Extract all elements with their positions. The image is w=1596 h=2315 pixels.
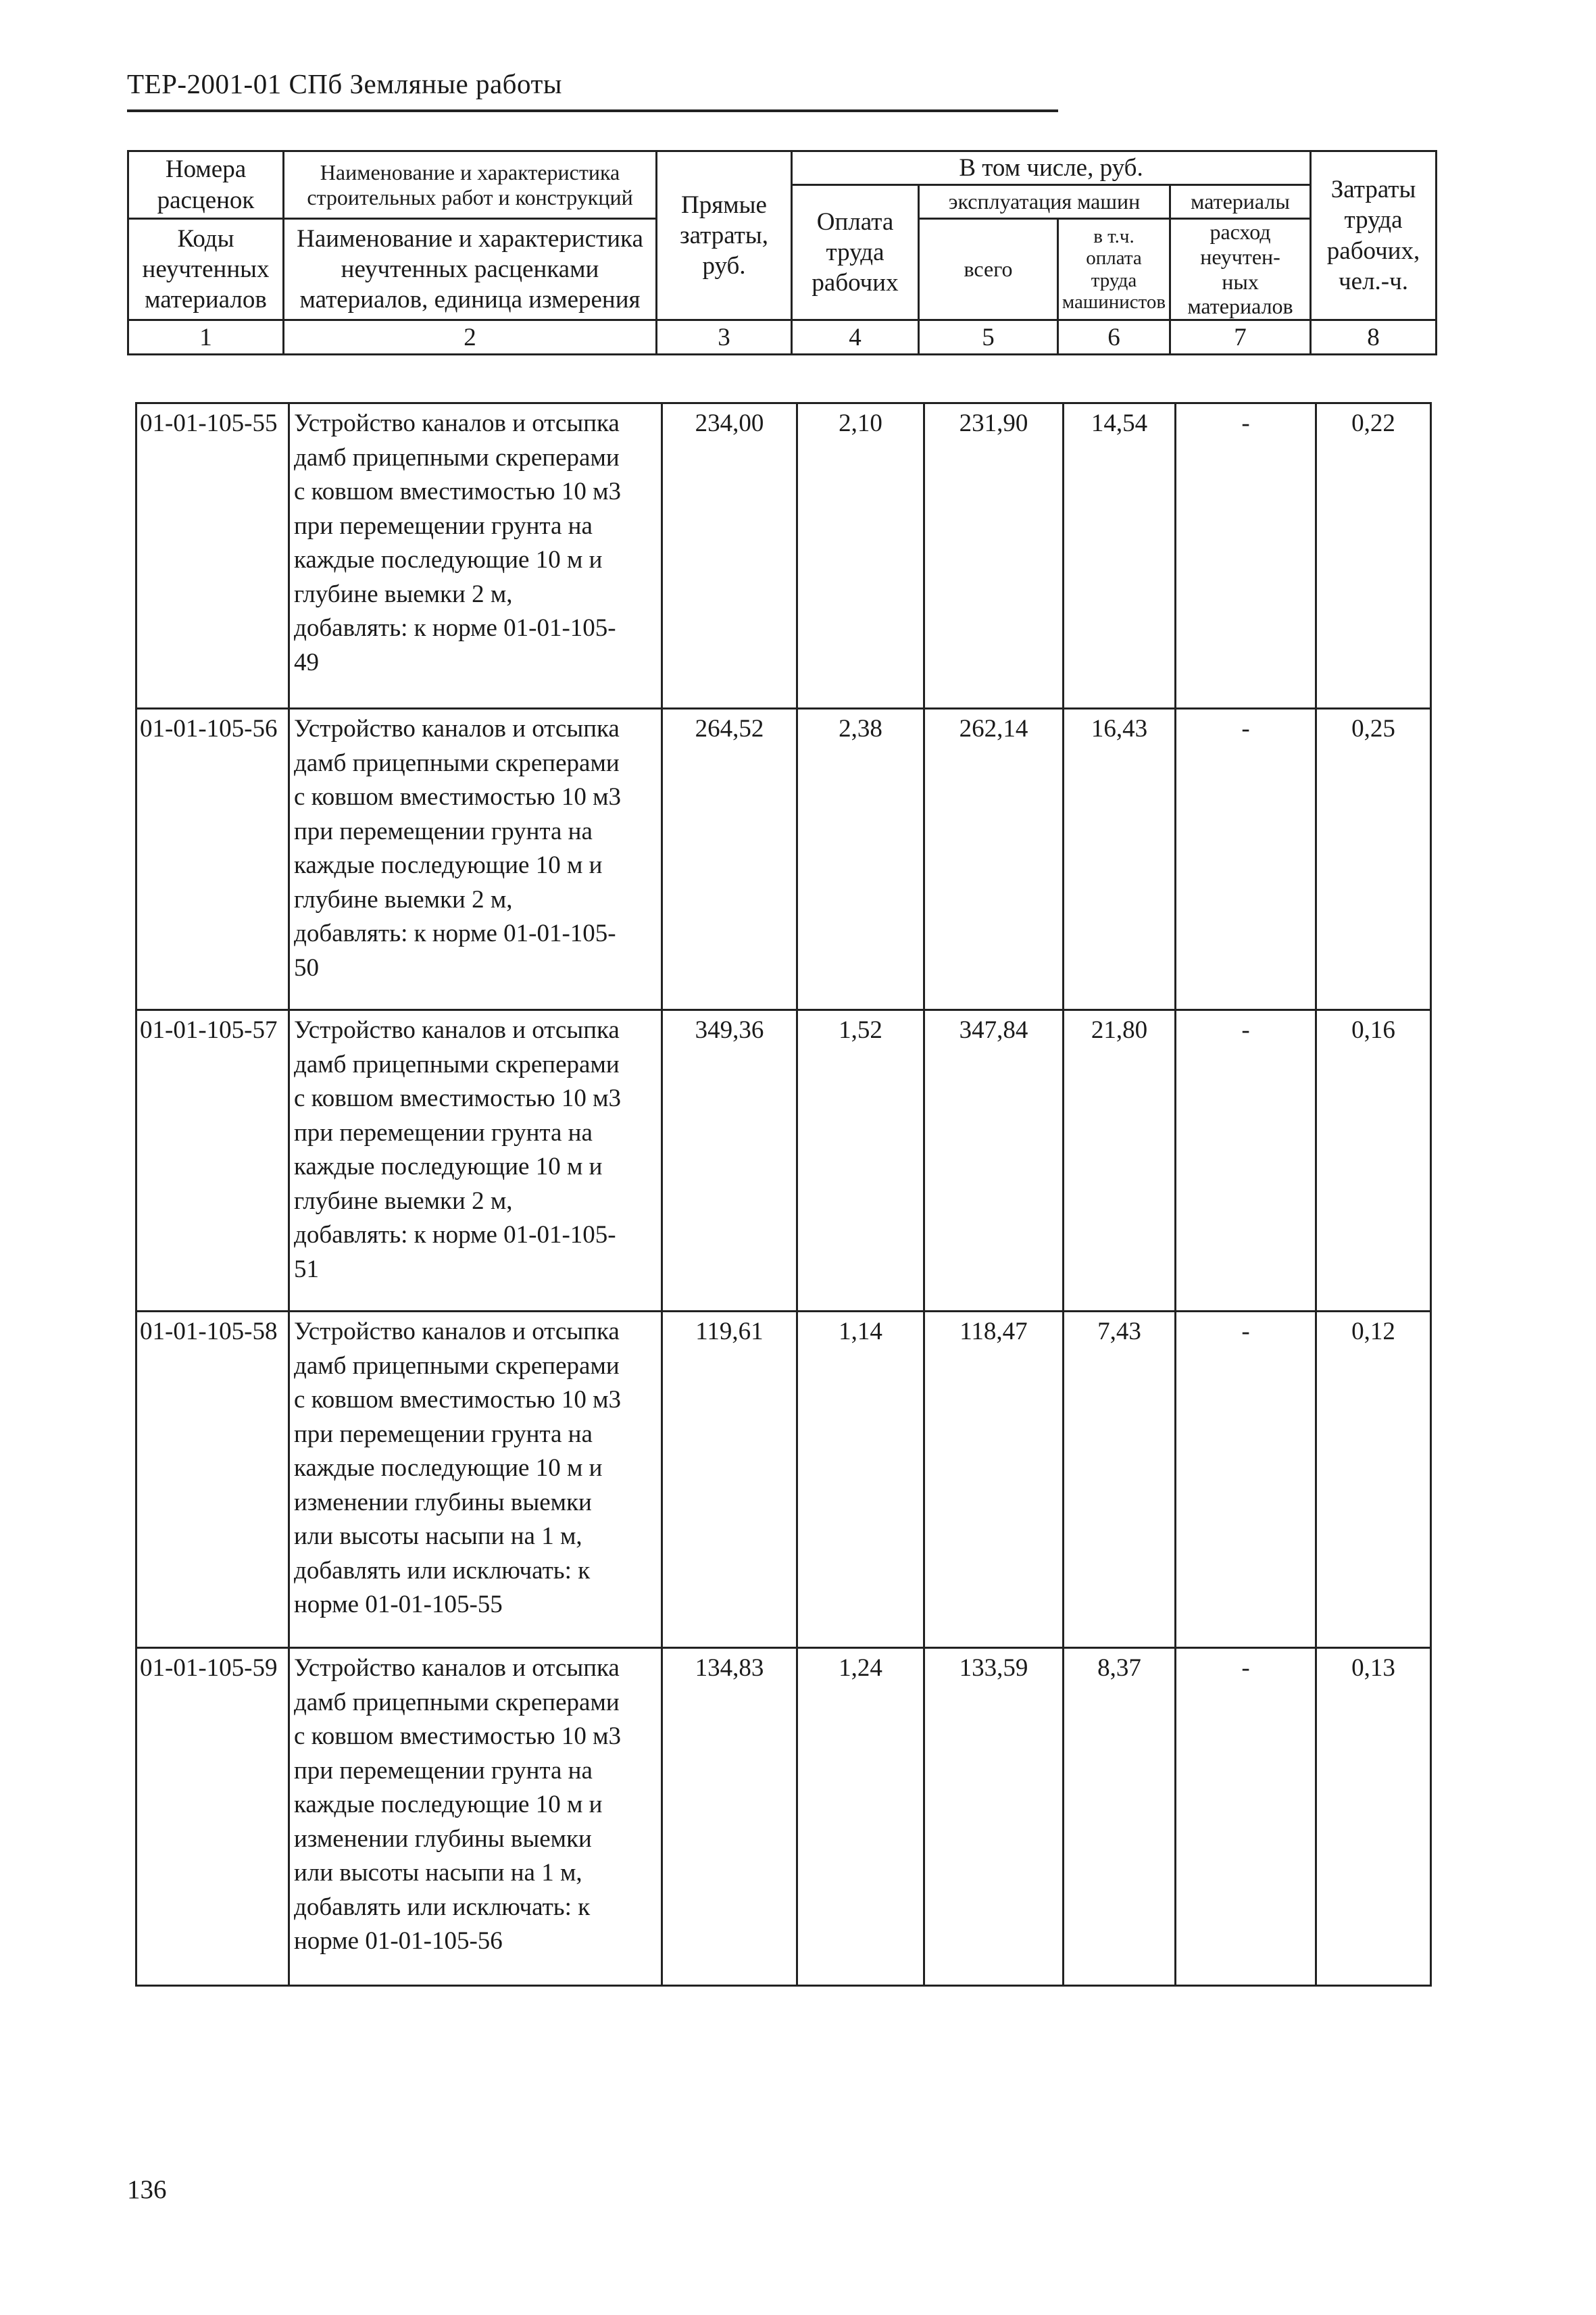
machinist-pay-value: 7,43 — [1064, 1312, 1176, 1648]
rate-code: 01-01-105-55 — [136, 403, 289, 709]
column-number: 4 — [792, 320, 919, 355]
page-number: 136 — [127, 2175, 167, 2204]
machine-total-value: 118,47 — [924, 1312, 1064, 1648]
materials-value: - — [1176, 1648, 1316, 1986]
labor-pay-value: 2,38 — [797, 709, 924, 1010]
header-machine-total: всего — [919, 219, 1058, 320]
labor-hours-value: 0,25 — [1316, 709, 1431, 1010]
header-material-codes: Коды неучтенных материалов — [128, 219, 284, 320]
header-work-name: Наименование и характеристика строительных работ и конструкций — [284, 151, 657, 219]
table-row — [136, 1010, 1431, 1312]
materials-value: - — [1176, 1010, 1316, 1312]
rate-code: 01-01-105-58 — [136, 1312, 289, 1648]
labor-pay-value: 1,52 — [797, 1010, 924, 1312]
machinist-pay-value: 14,54 — [1064, 403, 1176, 709]
table-row — [136, 403, 1431, 709]
header-rule — [127, 109, 1058, 112]
header-direct-costs: Прямые затраты, руб. — [657, 151, 792, 320]
work-description: Устройство каналов и отсыпка дамб прицепными скреперами с ковшом вместимостью 10 м3 при перемещении грунта на каждые последующие 10 м и изменении глубины выемки или высоты насыпи на 1 м, добавлять или исключать: к норме 01-01-105-55 — [289, 1312, 662, 1648]
header-material-name: Наименование и характеристика неучтенных расценками материалов, единица измерения — [284, 219, 657, 320]
work-description: Устройство каналов и отсыпка дамб прицепными скреперами с ковшом вместимостью 10 м3 при перемещении грунта на каждые последующие 10 м и глубине выемки 2 м, добавлять: к норме 01-01-105- 49 — [289, 403, 662, 709]
header-unaccounted-materials: расход неучтен- ных материалов — [1170, 219, 1311, 320]
materials-value: - — [1176, 1312, 1316, 1648]
column-number: 5 — [919, 320, 1058, 355]
column-number: 8 — [1311, 320, 1437, 355]
machinist-pay-value: 16,43 — [1064, 709, 1176, 1010]
header-machinist-pay: в т.ч. оплата труда машинистов — [1058, 219, 1170, 320]
table-row — [136, 709, 1431, 1010]
work-description: Устройство каналов и отсыпка дамб прицепными скреперами с ковшом вместимостью 10 м3 при перемещении грунта на каждые последующие 10 м и глубине выемки 2 м, добавлять: к норме 01-01-105- 50 — [289, 709, 662, 1010]
labor-hours-value: 0,16 — [1316, 1010, 1431, 1312]
direct-costs-value: 119,61 — [662, 1312, 797, 1648]
header-labor-pay: Оплата труда рабочих — [792, 185, 919, 320]
machinist-pay-value: 21,80 — [1064, 1010, 1176, 1312]
column-number: 3 — [657, 320, 792, 355]
rates-table — [135, 402, 1432, 1987]
table-row — [136, 1312, 1431, 1648]
column-numbers-row — [128, 320, 1437, 355]
header-including-group: В том числе, руб. — [792, 151, 1311, 185]
materials-value: - — [1176, 403, 1316, 709]
rate-code: 01-01-105-56 — [136, 709, 289, 1010]
materials-value: - — [1176, 709, 1316, 1010]
machine-total-value: 133,59 — [924, 1648, 1064, 1986]
rate-code: 01-01-105-59 — [136, 1648, 289, 1986]
work-description: Устройство каналов и отсыпка дамб прицепными скреперами с ковшом вместимостью 10 м3 при перемещении грунта на каждые последующие 10 м и глубине выемки 2 м, добавлять: к норме 01-01-105- 51 — [289, 1010, 662, 1312]
table-row — [136, 1648, 1431, 1986]
labor-hours-value: 0,13 — [1316, 1648, 1431, 1986]
direct-costs-value: 234,00 — [662, 403, 797, 709]
header-materials: материалы — [1170, 185, 1311, 219]
machine-total-value: 231,90 — [924, 403, 1064, 709]
table-header — [127, 150, 1437, 355]
header-machine-operation: эксплуатация машин — [919, 185, 1170, 219]
direct-costs-value: 264,52 — [662, 709, 797, 1010]
labor-hours-value: 0,22 — [1316, 403, 1431, 709]
header-labor-hours: Затраты труда рабочих, чел.-ч. — [1311, 151, 1437, 320]
rate-code: 01-01-105-57 — [136, 1010, 289, 1312]
machine-total-value: 262,14 — [924, 709, 1064, 1010]
labor-pay-value: 1,14 — [797, 1312, 924, 1648]
labor-hours-value: 0,12 — [1316, 1312, 1431, 1648]
direct-costs-value: 134,83 — [662, 1648, 797, 1986]
machinist-pay-value: 8,37 — [1064, 1648, 1176, 1986]
header-rate-numbers: Номера расценок — [128, 151, 284, 219]
labor-pay-value: 1,24 — [797, 1648, 924, 1986]
labor-pay-value: 2,10 — [797, 403, 924, 709]
column-number: 7 — [1170, 320, 1311, 355]
column-number: 2 — [284, 320, 657, 355]
work-description: Устройство каналов и отсыпка дамб прицепными скреперами с ковшом вместимостью 10 м3 при перемещении грунта на каждые последующие 10 м и изменении глубины выемки или высоты насыпи на 1 м, добавлять или исключать: к норме 01-01-105-56 — [289, 1648, 662, 1986]
direct-costs-value: 349,36 — [662, 1010, 797, 1312]
column-number: 1 — [128, 320, 284, 355]
running-head: ТЕР-2001-01 СПб Земляные работы — [127, 68, 562, 99]
machine-total-value: 347,84 — [924, 1010, 1064, 1312]
column-number: 6 — [1058, 320, 1170, 355]
